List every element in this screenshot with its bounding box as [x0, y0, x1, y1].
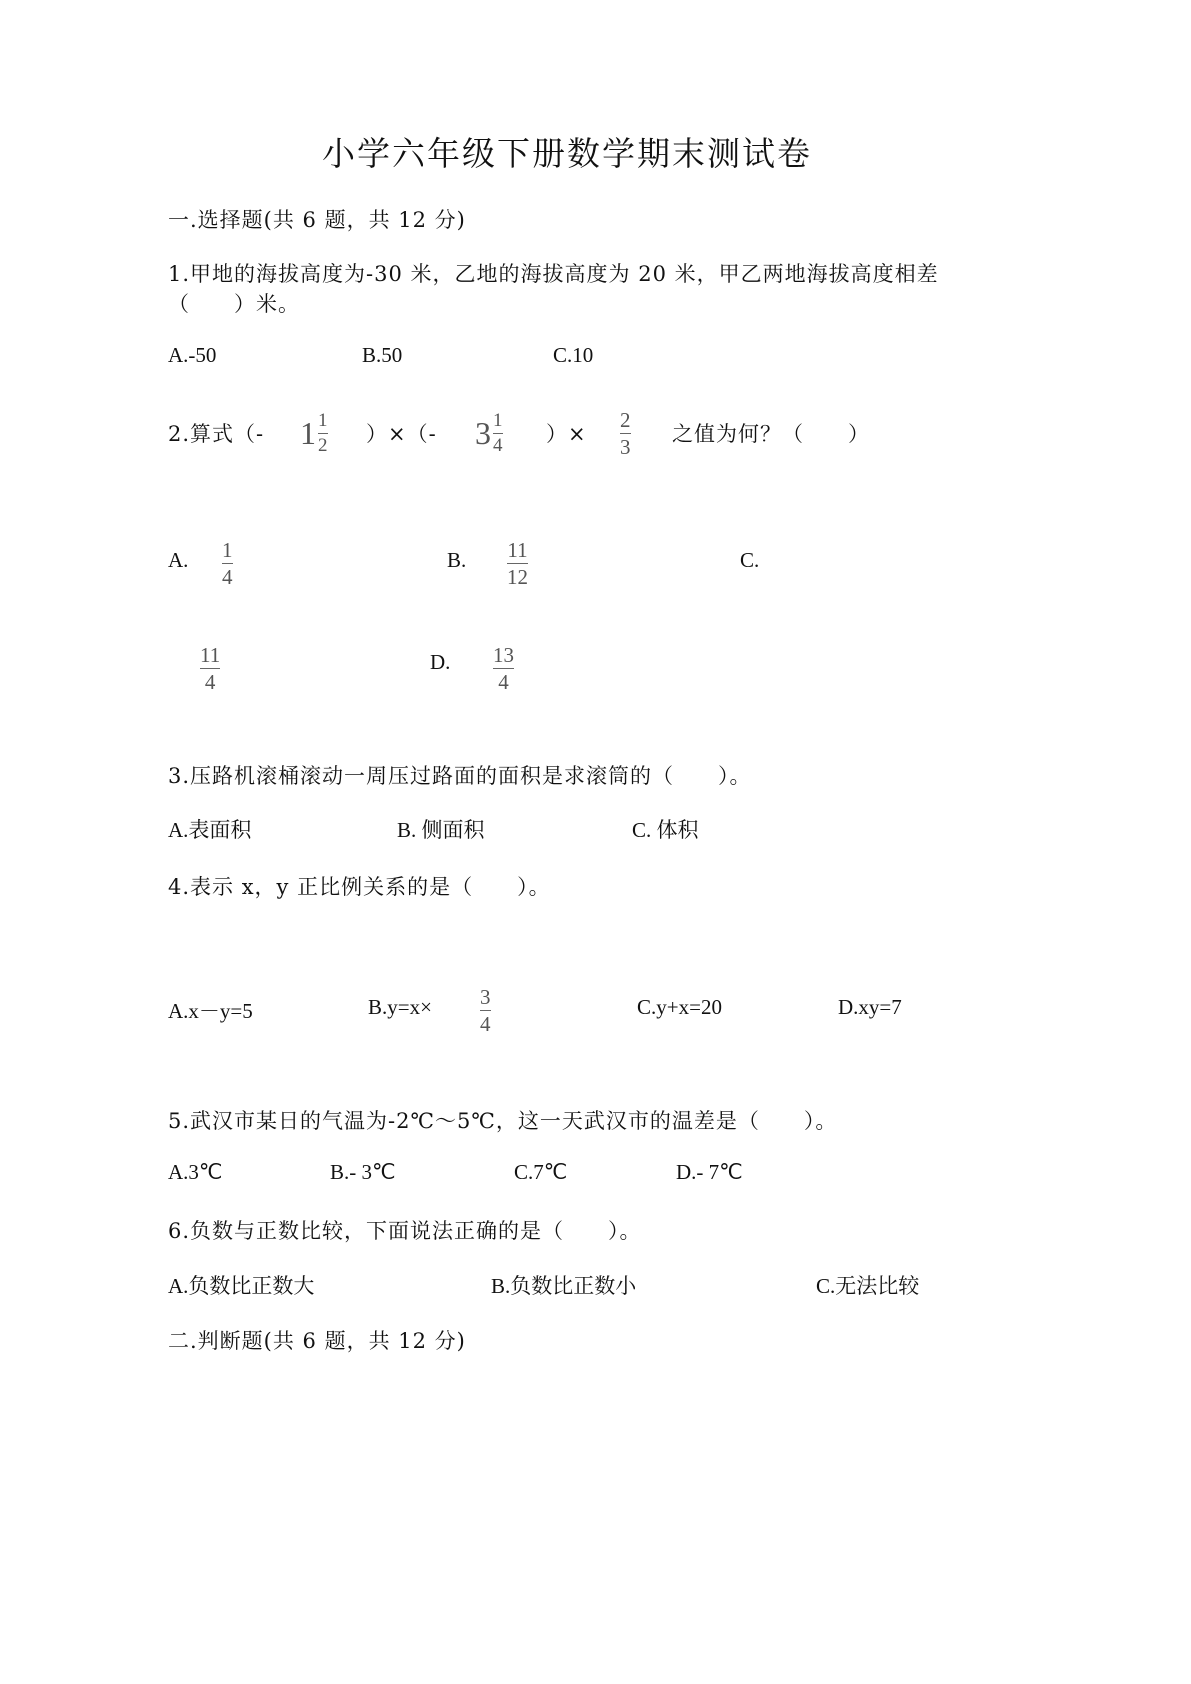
question-2-option-d-fraction	[493, 643, 514, 694]
question-1-option-b: B.50	[362, 343, 403, 367]
question-5-option-b: B.- 3℃	[330, 1160, 396, 1184]
question-3-option-a: A.表面积	[168, 818, 252, 842]
mixed-1-numerator: 1	[318, 410, 328, 431]
fraction-bar	[200, 668, 220, 669]
option-b-numerator: 3	[480, 985, 491, 1009]
question-4-option-c: C.y+x=20	[637, 995, 722, 1019]
question-3-text: 3.压路机滚桶滚动一周压过路面的面积是求滚筒的（ ）。	[168, 764, 752, 788]
question-5-option-c: C.7℃	[514, 1160, 568, 1184]
fraction-bar	[222, 563, 233, 564]
mixed-2-numerator: 1	[493, 410, 503, 431]
question-2-option-b-label: B.	[447, 548, 467, 572]
fraction-3-numerator: 2	[620, 408, 631, 432]
question-6-text: 6.负数与正数比较，下面说法正确的是（ ）。	[168, 1219, 642, 1243]
fraction-bar	[493, 668, 514, 669]
question-6-option-b: B.负数比正数小	[491, 1274, 637, 1298]
option-c-numerator: 11	[200, 643, 221, 667]
option-b-denominator: 12	[507, 565, 528, 589]
page-title: 小学六年级下册数学期末测试卷	[322, 134, 812, 173]
question-3-option-c: C. 体积	[632, 818, 699, 842]
mixed-2-denominator: 4	[493, 435, 503, 456]
question-2-option-d-label: D.	[430, 650, 451, 674]
question-2-option-b-fraction	[507, 538, 528, 589]
mixed-1-denominator: 2	[318, 435, 328, 456]
question-2-fraction-3	[620, 408, 631, 459]
question-4-option-b: B.y=x×	[368, 995, 432, 1019]
question-1-line2: （ ）米。	[168, 292, 300, 316]
question-2-mixed-number-2	[475, 410, 503, 457]
fraction-bar	[507, 563, 528, 564]
question-5-option-d: D.- 7℃	[676, 1160, 743, 1184]
fraction-bar	[620, 433, 631, 434]
question-2-option-c-label: C.	[740, 548, 760, 572]
option-b-numerator: 11	[507, 538, 528, 562]
fraction-3-denominator: 3	[620, 435, 631, 459]
question-2-prefix: 2.算式（-	[168, 422, 265, 446]
option-a-numerator: 1	[222, 538, 233, 562]
question-4-text: 4.表示 x，y 正比例关系的是（ ）。	[168, 875, 551, 899]
question-5-text: 5.武汉市某日的气温为-2℃～5℃，这一天武汉市的温差是（ ）。	[168, 1109, 838, 1133]
mixed-2-fraction	[493, 410, 503, 457]
question-2-option-a-fraction	[222, 538, 233, 589]
question-4-option-b-fraction	[480, 985, 491, 1036]
mixed-2-whole: 3	[475, 415, 491, 451]
option-d-numerator: 13	[493, 643, 514, 667]
question-1-line1: 1.甲地的海拔高度为-30 米，乙地的海拔高度为 20 米，甲乙两地海拔高度相差	[168, 262, 939, 286]
question-6-option-a: A.负数比正数大	[168, 1274, 315, 1298]
section-heading-judgement: 二.判断题(共 6 题，共 12 分)	[168, 1329, 466, 1353]
question-4-option-a: A.x－y=5	[168, 999, 253, 1023]
option-d-denominator: 4	[498, 670, 509, 694]
question-2-option-a-label: A.	[168, 548, 189, 572]
question-6-option-c: C.无法比较	[816, 1274, 920, 1298]
section-heading-choice: 一.选择题(共 6 题，共 12 分)	[168, 208, 466, 232]
question-2-suffix: 之值为何？（ ）	[672, 422, 870, 446]
mixed-1-fraction	[318, 410, 328, 457]
option-c-denominator: 4	[204, 670, 216, 694]
fraction-bar	[318, 433, 328, 434]
fraction-bar	[480, 1010, 491, 1011]
question-4-option-d: D.xy=7	[838, 995, 902, 1019]
question-5-option-a: A.3℃	[168, 1160, 223, 1184]
question-2-mixed-number-1	[300, 410, 328, 457]
option-b-denominator: 4	[480, 1012, 491, 1036]
question-1-option-c: C.10	[553, 343, 594, 367]
question-2-mid-2: ）×	[546, 422, 587, 446]
question-1-option-a: A.-50	[168, 343, 217, 367]
question-2-option-c-fraction	[200, 643, 220, 694]
question-3-option-b: B. 侧面积	[397, 818, 485, 842]
fraction-bar	[493, 433, 503, 434]
option-a-denominator: 4	[222, 565, 233, 589]
question-2-mid-1: ）×（-	[366, 422, 437, 446]
mixed-1-whole: 1	[300, 415, 316, 451]
